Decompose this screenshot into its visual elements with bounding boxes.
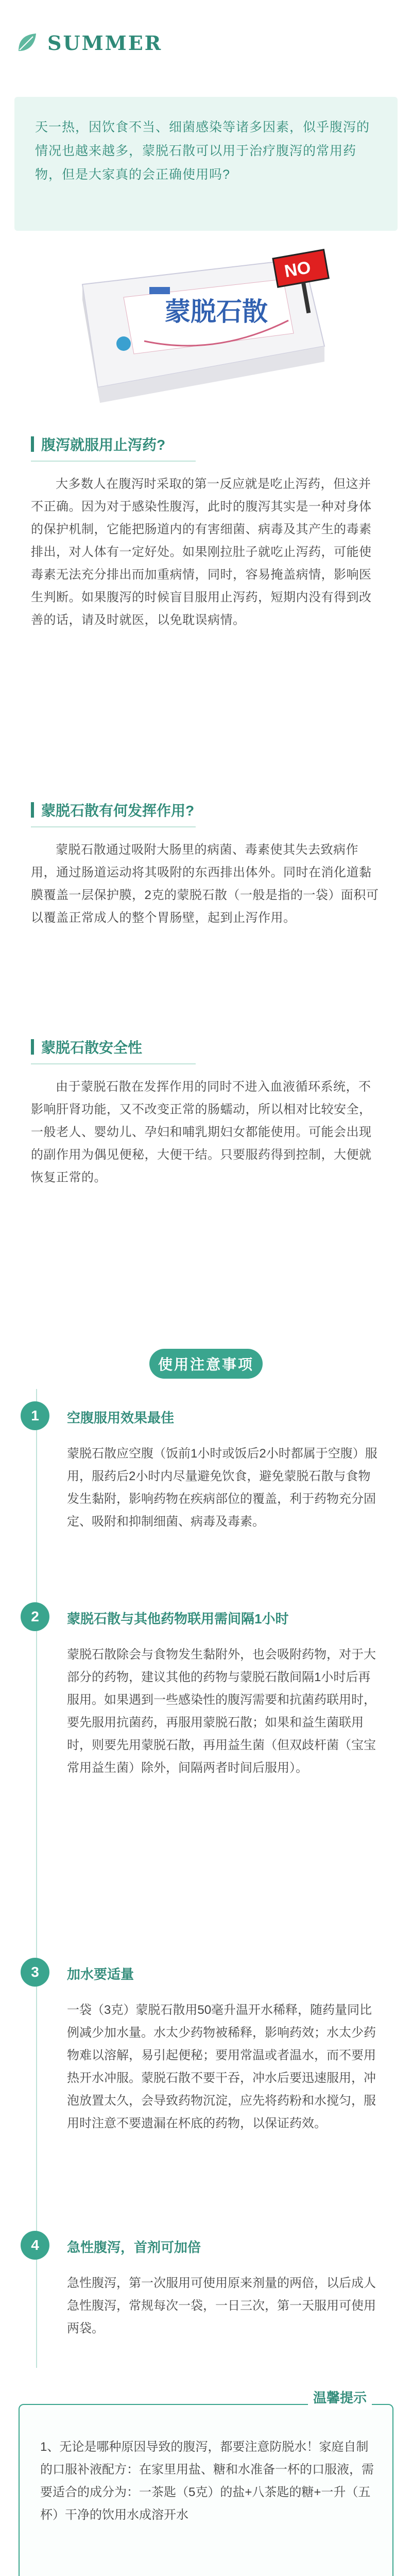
section-text-2: 蒙脱石散通过吸附大肠里的病菌、毒素使其失去致病作用，通过肠道运动将其吸附的东西排出体外。同时在消化道黏膜覆盖一层保护膜，2克的蒙脱石散（一般是指的一袋）面积可以覆盖正常成人的整个胃肠壁，起到止泻作用。 xyxy=(31,843,379,925)
product-image xyxy=(67,238,335,408)
section-title-3: 蒙脱石散安全性 xyxy=(31,1036,142,1058)
tip-1: 1、无论是哪种原因导致的腹泻，都要注意防脱水！家庭自制的口服补液配方：在家里用盐、糖和水准备一杯的口服液，需要适合的成分为：一茶匙（5克）的盐+八茶匙的糖+一升（五杯）干净的饮用水成溶开水 xyxy=(40,2440,374,2522)
section-title-1: 腹泻就服用止泻药? xyxy=(31,433,165,455)
title-bar xyxy=(31,436,34,452)
step-text-4: 急性腹泻，第一次服用可使用原来剂量的两倍，以后成人急性腹泻，常规每次一袋，一日三次，第一天服用可使用两袋。 xyxy=(67,2276,376,2335)
tips-box xyxy=(19,2390,393,2576)
step-badge-4: 4 xyxy=(21,2231,49,2260)
step-text-3: 一袋（3克）蒙脱石散用50毫升温开水稀释，随药量同比例减少加水量。水太少药物被稀释，影响药效；水太少药物难以溶解，易引起便秘；要用常温或者温水，而不要用热开水冲服。蒙脱石散不要干吞，冲水后要迅速服用，冲泡放置太久，会导致药物沉淀，应先将药粉和水搅匀，服用时注意不要遗漏在杯底的药物，以保证药效。 xyxy=(67,2003,376,2130)
step-badge-3: 3 xyxy=(21,1958,49,1987)
step-text-1: 蒙脱石散应空腹（饭前1小时或饭后2小时都属于空腹）服用，服药后2小时内尽量避免饮食，避免蒙脱石散与食物发生黏附，影响药物在疾病部位的覆盖，利于药物充分固定、吸附和抑制细菌、病毒及毒素。 xyxy=(67,1447,377,1529)
step-badge-2: 2 xyxy=(21,1602,49,1631)
intro-text: 天一热，因饮食不当、细菌感染等诸多因素，似乎腹泻的情况也越来越多，蒙脱石散可以用于治疗腹泻的常用药物，但是大家真的会正确使用吗? xyxy=(35,120,370,182)
step-title-2: 蒙脱石散与其他药物联用需间隔1小时 xyxy=(67,1611,289,1626)
summer-title: SUMMER xyxy=(47,31,163,55)
usage-notes-button[interactable]: 使用注意事项 xyxy=(149,1349,263,1379)
step-badge-1: 1 xyxy=(21,1401,49,1430)
step-title-3: 加水要适量 xyxy=(67,1967,134,1982)
step-title-1: 空腹服用效果最佳 xyxy=(67,1410,175,1426)
tips-label: 温馨提示 xyxy=(308,2384,372,2410)
summer-header xyxy=(15,25,162,61)
intro-box xyxy=(14,97,398,231)
timeline-line xyxy=(36,1389,37,2368)
section-text-1: 大多数人在腹泻时采取的第一反应就是吃止泻药，但这并不正确。因为对于感染性腹泻，此时的腹泻其实是一种对身体的保护机制，它能把肠道内的有害细菌、病毒及其产生的毒素排出，对人体有一定好处。如果刚拉肚子就吃止泻药，可能使毒素无法充分排出而加重病情，同时，容易掩盖病情，影响医生判断。如果腹泻的时候盲目服用止泻药，短期内没有得到改善的话，请及时就医，以免耽误病情。 xyxy=(31,477,372,627)
no-sign: NO xyxy=(283,257,313,282)
step-text-2: 蒙脱石散除会与食物发生黏附外，也会吸附药物，对于大部分的药物，建议其他的药物与蒙脱石散间隔1小时后再服用。如果遇到一些感染性的腹泻需要和抗菌药联用时，要先服用抗菌药，再服用蒙脱石散；如果和益生菌联用时，则要先用蒙脱石散，再用益生菌（但双歧杆菌（宝宝常用益生菌）除外，间隔两者时间后服用）。 xyxy=(67,1648,376,1775)
step-title-4: 急性腹泻，首剂可加倍 xyxy=(67,2240,201,2255)
section-title-2: 蒙脱石散有何发挥作用? xyxy=(31,799,194,821)
product-name: 蒙脱石散 xyxy=(165,297,268,326)
section-text-3: 由于蒙脱石散在发挥作用的同时不进入血液循环系统，不影响肝肾功能，又不改变正常的肠蠕动，所以相对比较安全，一般老人、婴幼儿、孕妇和哺乳期妇女都能使用。可能会出现的副作用为偶见便秘，大便干结。只要服药得到控制，大便就恢复正常的。 xyxy=(31,1080,372,1184)
leaf-icon xyxy=(15,31,38,54)
